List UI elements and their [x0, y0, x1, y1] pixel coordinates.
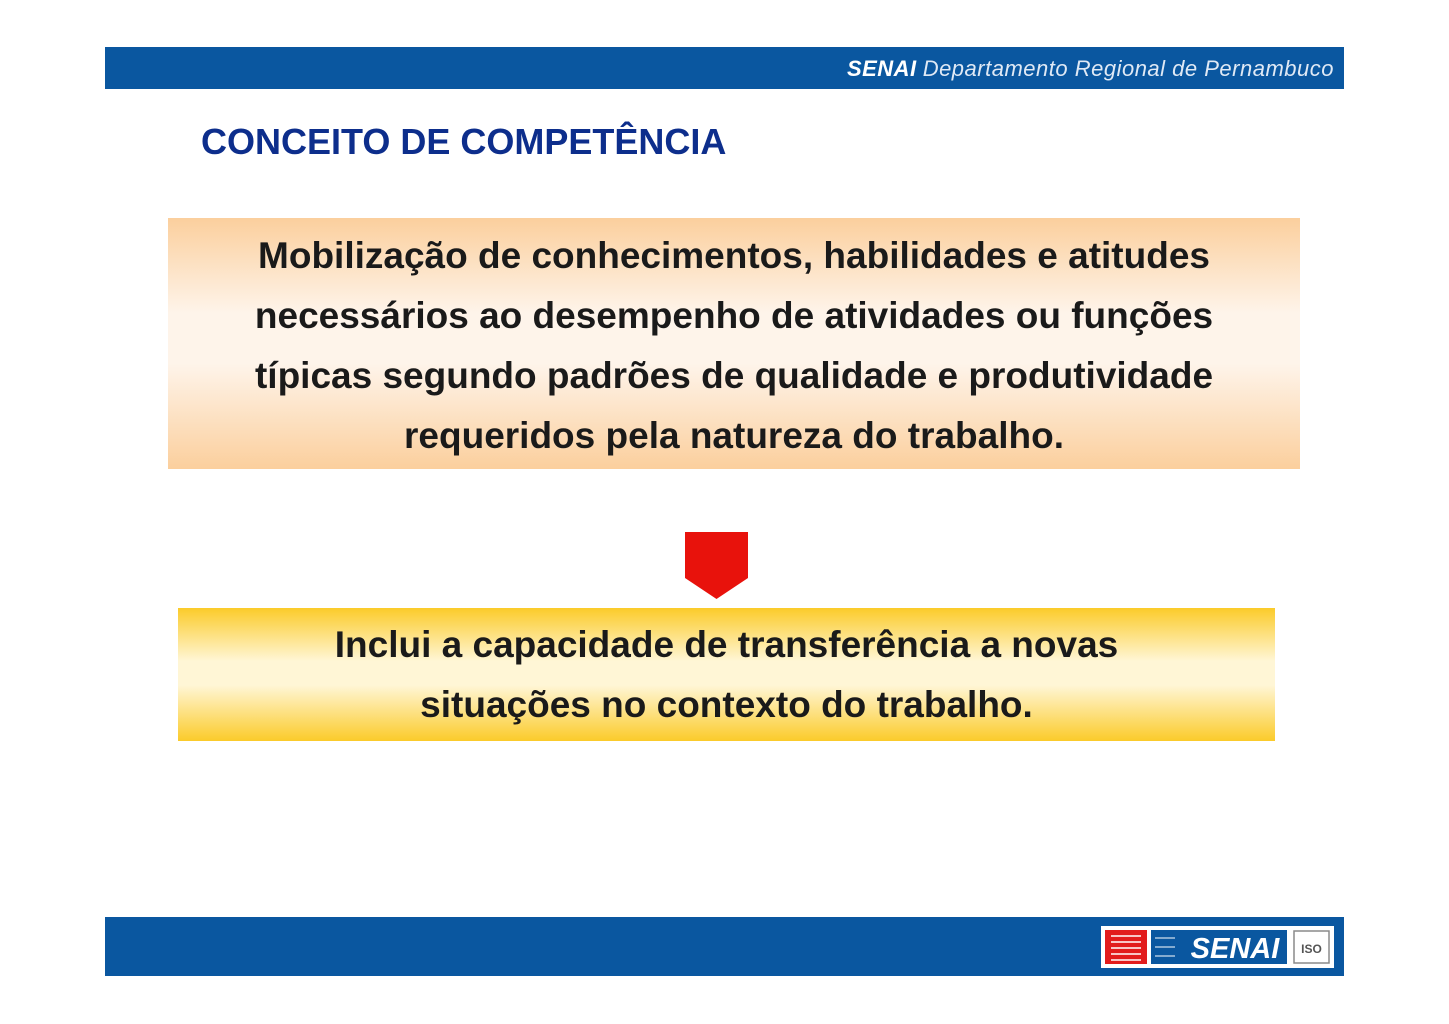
senai-logo: [1101, 926, 1334, 968]
header-bar: [105, 47, 1344, 89]
logo-text: SENAI: [1190, 933, 1280, 965]
footer-bar: [105, 917, 1344, 976]
iso-certification-badge: ISO: [1301, 942, 1322, 956]
header-text: [847, 56, 1334, 82]
down-arrow-icon: [685, 532, 748, 599]
definition-line: típicas segundo padrões de qualidade e produtividade: [254, 355, 1214, 396]
definition-box: [168, 218, 1300, 469]
header-brand: SENAI: [846, 56, 917, 81]
header-department: Departamento Regional de Pernambuco: [922, 56, 1334, 81]
extension-line: situações no contexto do trabalho.: [420, 684, 1033, 725]
definition-line: requeridos pela natureza do trabalho.: [404, 415, 1064, 456]
definition-line: necessários ao desempenho de atividades ou funções: [254, 295, 1214, 336]
page-title: CONCEITO DE COMPETÊNCIA: [201, 121, 727, 162]
extension-box: [178, 608, 1275, 741]
extension-line: Inclui a capacidade de transferência a novas: [334, 624, 1119, 665]
definition-line: Mobilização de conhecimentos, habilidades e atitudes: [258, 235, 1210, 276]
